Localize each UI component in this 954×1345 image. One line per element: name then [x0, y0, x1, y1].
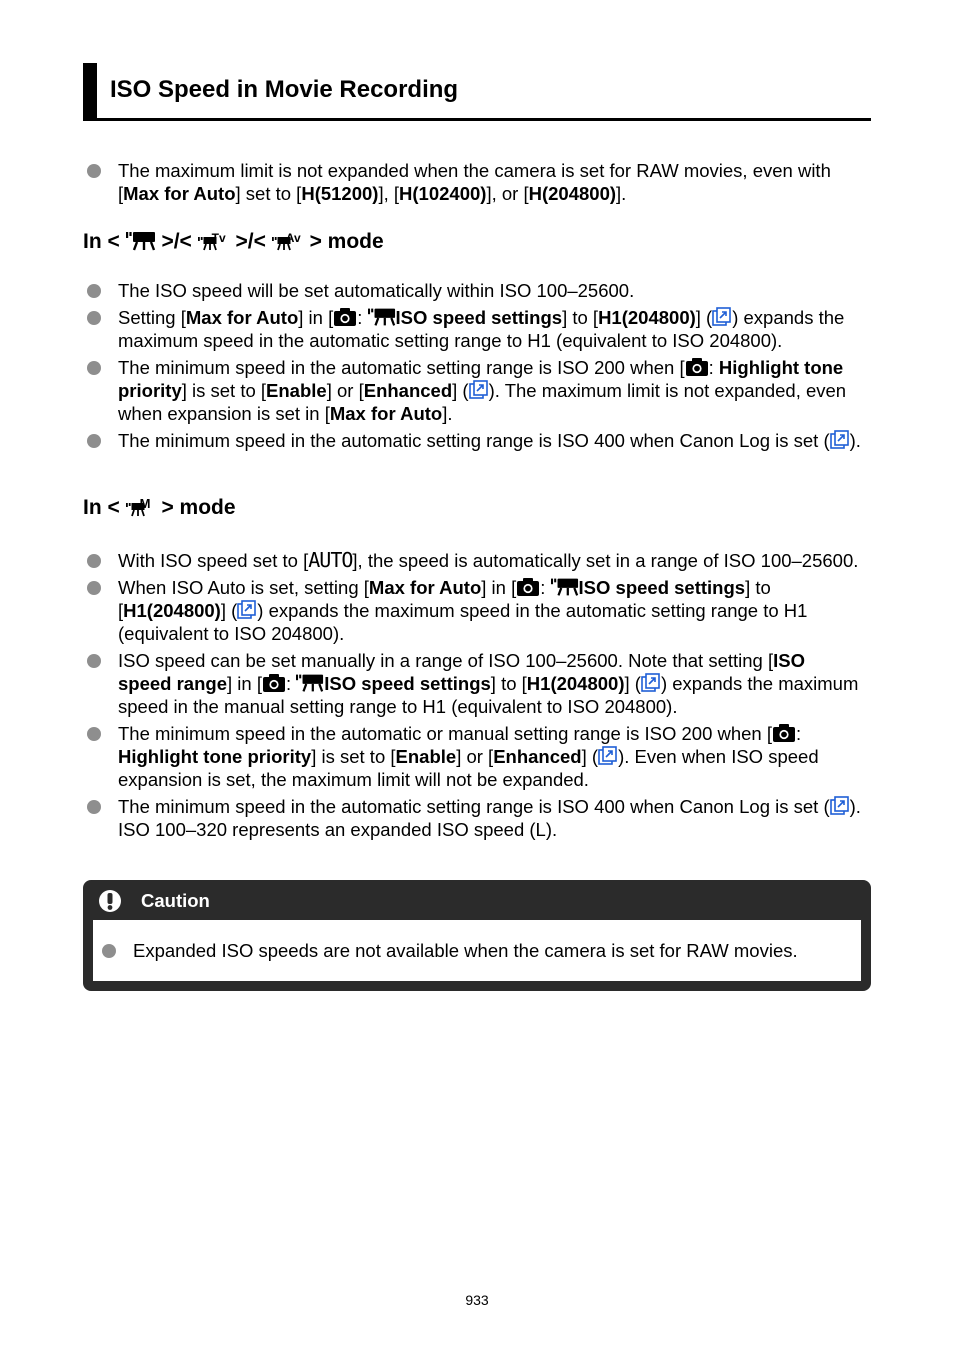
iso-auto-symbol: AUTO [308, 548, 353, 572]
camera-icon [262, 673, 286, 693]
movie-av-mode-icon: Av [272, 229, 304, 251]
camera-icon [516, 577, 540, 597]
caution-box [83, 880, 871, 991]
page-reference-icon[interactable] [830, 796, 850, 816]
page-number: 933 [465, 1292, 489, 1308]
section1-list [83, 279, 863, 456]
list-item: The minimum speed in the automatic setting range is ISO 400 when Canon Log is set ( ). [83, 429, 863, 452]
movie-icon [296, 673, 324, 693]
movie-manual-mode-icon: M [126, 495, 156, 517]
page-reference-icon[interactable] [712, 307, 732, 327]
page-reference-icon[interactable] [598, 746, 618, 766]
page-reference-icon[interactable] [469, 380, 489, 400]
list-item: With ISO speed set to [AUTO], the speed is automatically set in a range of ISO 100–25600. [83, 549, 863, 572]
movie-tv-mode-icon: Tv [198, 229, 230, 251]
intro-list [83, 159, 863, 209]
section2-list [83, 549, 863, 845]
movie-icon [551, 577, 579, 597]
caution-list [98, 939, 853, 966]
list-item: The minimum speed in the automatic setting range is ISO 400 when Canon Log is set ( ). ISO 100–320 represents an expanded ISO speed (L). [83, 795, 863, 841]
list-item: The ISO speed will be set automatically within ISO 100–25600. [83, 279, 863, 302]
camera-icon [772, 723, 796, 743]
page-reference-icon[interactable] [237, 600, 257, 620]
page-title: ISO Speed in Movie Recording [110, 76, 459, 103]
list-item: The maximum limit is not expanded when the camera is set for RAW movies, even with [Max for Auto] set to [H(51200)], [H(102400)], or [H(204800)]. [83, 159, 863, 205]
camera-icon [685, 357, 709, 377]
movie-mode-icon [126, 231, 156, 251]
section-title-bar [83, 63, 871, 121]
list-item: ISO speed can be set manually in a range of ISO 100–25600. Note that setting [ISO speed range] in [ : ISO speed settings] to [H1(204800)] ( ) expands the maximum speed in the manual setting range to H1 (equivalent to ISO 204800). [83, 649, 863, 718]
title-accent-bar [83, 63, 97, 118]
camera-icon [333, 307, 357, 327]
list-item: The minimum speed in the automatic setting range is ISO 200 when [ : Highlight tone priority] is set to [Enable] or [Enhanced] ( ). The maximum limit is not expanded, even when expansion is set in [Max for Auto]. [83, 356, 863, 425]
list-item: Setting [Max for Auto] in [ : ISO speed settings] to [H1(204800)] ( ) expands the maximum speed in the automatic setting range to H1 (equivalent to ISO 204800). [83, 306, 863, 352]
movie-icon [368, 307, 396, 327]
page-reference-icon[interactable] [830, 430, 850, 450]
caution-label: Caution [141, 890, 210, 911]
list-item: The minimum speed in the automatic or manual setting range is ISO 200 when [ : Highlight tone priority] is set to [Enable] or [Enhanced] ( ). Even when ISO speed expansion is set, the maximum limit will not be expanded. [83, 722, 863, 791]
page-reference-icon[interactable] [641, 673, 661, 693]
list-item: When ISO Auto is set, setting [Max for Auto] in [ : ISO speed settings] to [H1(204800)] ( ) expands the maximum speed in the automatic setting range to H1 (equivalent to ISO 204800). [83, 576, 863, 645]
warning-icon [97, 889, 123, 913]
section-heading-manual-mode: In < M > mode [83, 496, 236, 519]
list-item: Expanded ISO speeds are not available when the camera is set for RAW movies. [98, 939, 853, 962]
caution-body [93, 920, 861, 981]
section-heading-auto-modes: In < >/< Tv >/< Av > mode [83, 230, 384, 253]
